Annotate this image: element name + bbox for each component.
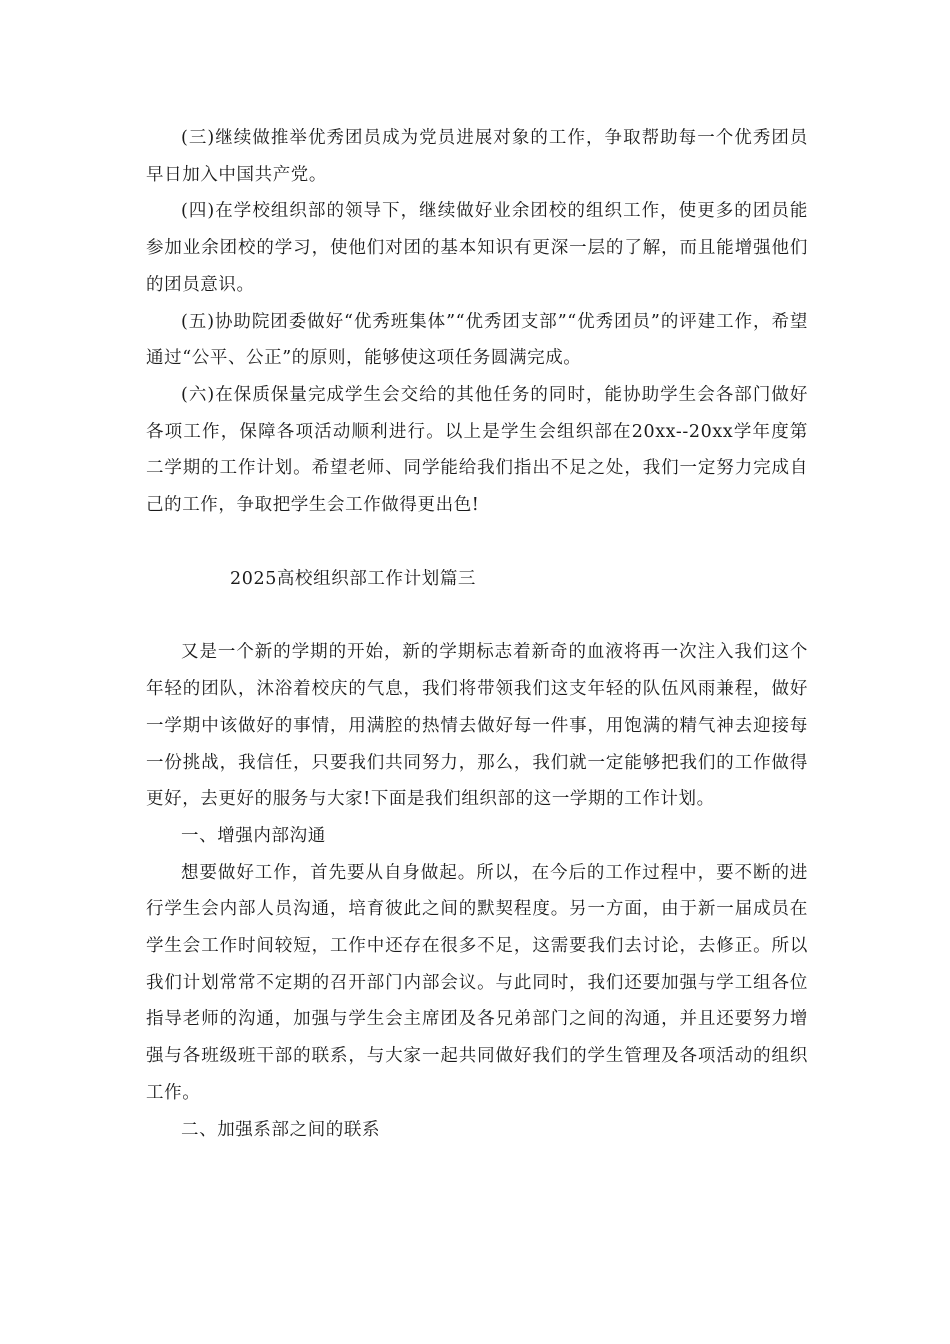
paragraph-item-4: (四)在学校组织部的领导下，继续做好业余团校的组织工作，使更多的团员能参加业余团校的学习，使他们对团的基本知识有更深一层的了解，而且能增强他们的团员意识。: [146, 201, 808, 295]
body-internal-communication: 想要做好工作，首先要从自身做起。所以，在今后的工作过程中，要不断的进行学生会内部人员沟通，培育彼此之间的默契程度。另一方面，由于新一届成员在学生会工作时间较短，工作中还存在很多不足，这需要我们去讨论，去修正。所以我们计划常常不定期的召开部门内部会议。与此同时，我们还要加强与学工组各位指导老师的沟通，加强与学生会主席团及各兄弟部门之间的沟通，并且还要努力增强与各班级班干部的联系，与大家一起共同做好我们的学生管理及各项活动的组织工作。: [146, 862, 808, 1103]
heading-department-contact: 二、加强系部之间的联系: [181, 1119, 381, 1140]
heading-internal-communication: 一、增强内部沟通: [181, 825, 326, 846]
paragraph-item-5: (五)协助院团委做好“优秀班集体”“优秀团支部”“优秀团员”的评建工作，希望通过“公平、公正”的原则，能够使这项任务圆满完成。: [146, 311, 808, 369]
document-body: [146, 120, 808, 1148]
spacer: [146, 597, 808, 634]
paragraph-item-3: (三)继续做推举优秀团员成为党员进展对象的工作，争取帮助每一个优秀团员早日加入中国共产党。: [146, 128, 808, 185]
spacer: [146, 524, 808, 561]
intro-paragraph: 又是一个新的学期的开始，新的学期标志着新奇的血液将再一次注入我们这个年轻的团队，沐浴着校庆的气息，我们将带领我们这支年轻的队伍风雨兼程，做好一学期中该做好的事情，用满腔的热情去做好每一件事，用饱满的精气神去迎接每一份挑战，我信任，只要我们共同努力，那么，我们就一定能够把我们的工作做得更好，去更好的服务与大家!下面是我们组织部的这一学期的工作计划。: [146, 642, 808, 810]
section-title: 2025高校组织部工作计划篇三: [230, 568, 477, 589]
paragraph-item-6: (六)在保质保量完成学生会交给的其他任务的同时，能协助学生会各部门做好各项工作，保障各项活动顺利进行。以上是学生会组织部在20xx--20xx学年度第二学期的工作计划。希望老师、同学能给我们指出不足之处，我们一定努力完成自己的工作，争取把学生会工作做得更出色!: [146, 384, 808, 516]
